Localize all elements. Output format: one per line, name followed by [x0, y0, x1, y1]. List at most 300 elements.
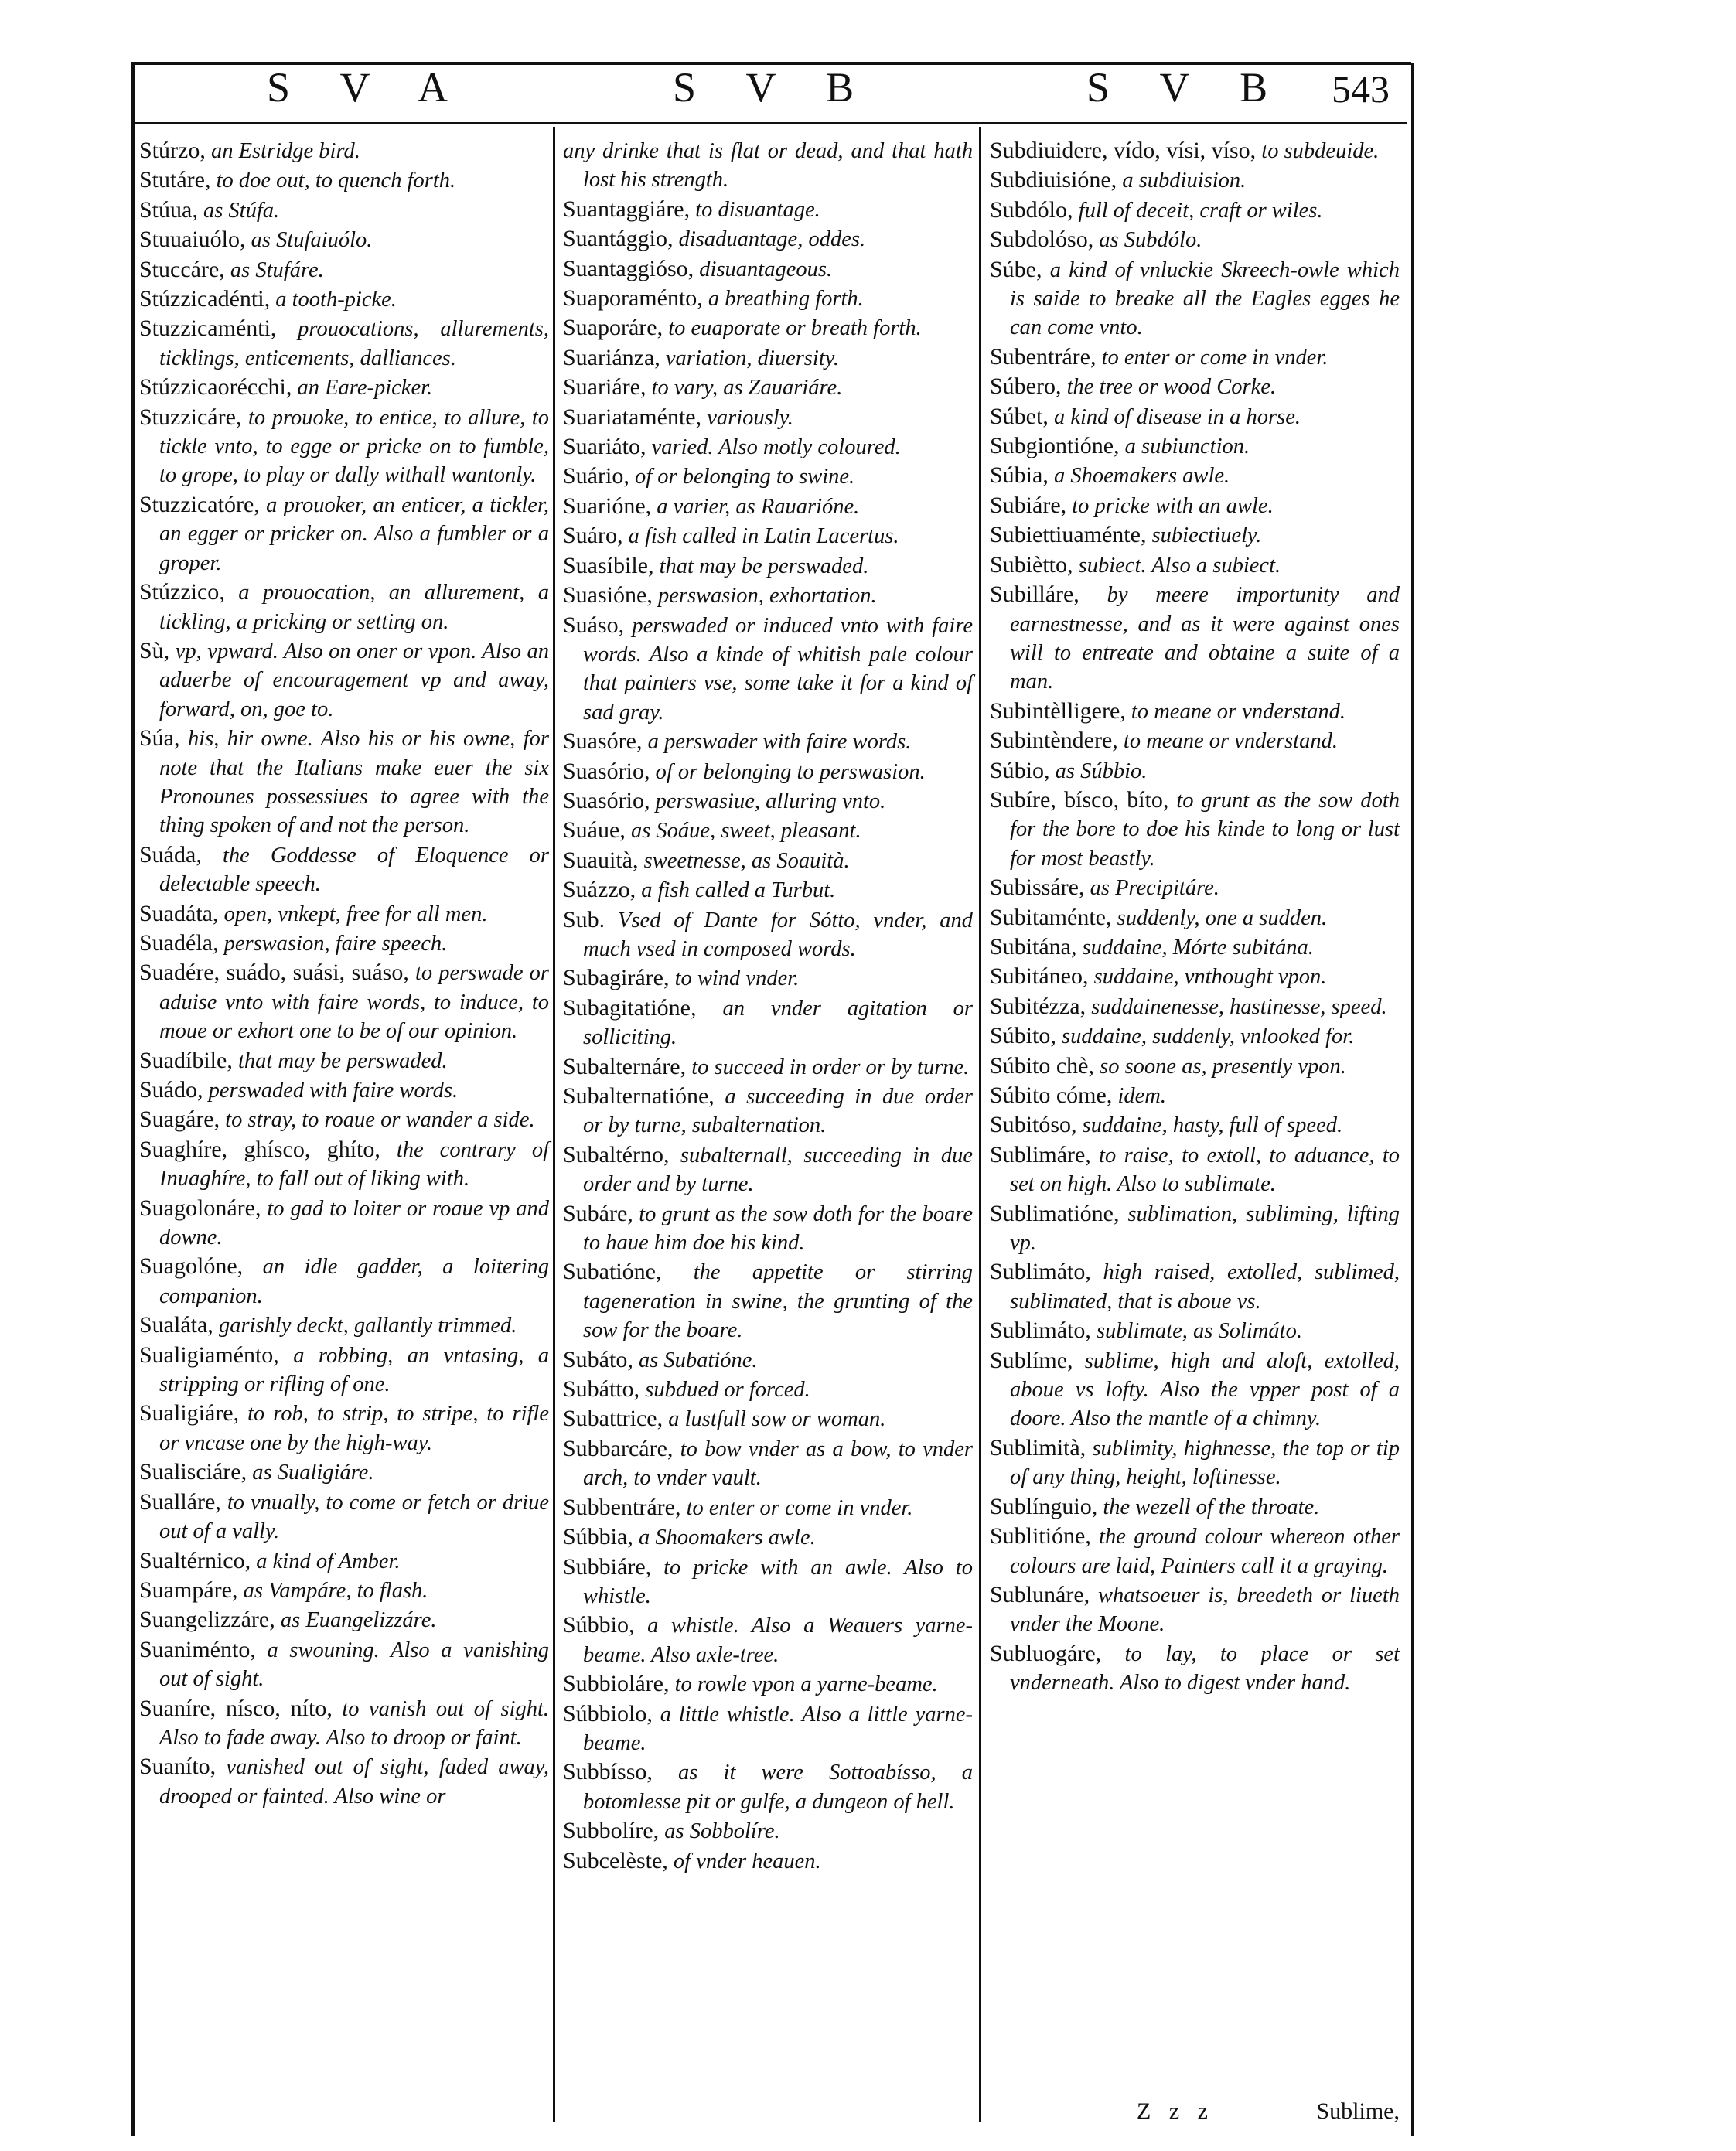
headword: Stúzzicaorécchi,: [139, 374, 292, 401]
dictionary-entry: [139, 136, 549, 165]
dictionary-entry: [563, 1493, 973, 1522]
definition: garishly deckt, gallantly trimmed.: [218, 1314, 517, 1338]
dictionary-entry: [990, 726, 1400, 755]
definition: a kind of Amber.: [256, 1549, 401, 1573]
definition: that may be perswaded.: [659, 554, 869, 578]
definition: to raise, to extoll, to aduance, to set on high. Also to sublimate.: [1010, 1143, 1400, 1197]
headword: Subdiuidere, vído, vísi, víso,: [990, 138, 1257, 163]
headword: Suauità,: [563, 847, 639, 873]
definition: as Stufáre.: [230, 257, 324, 282]
headword: Sublimáto,: [990, 1318, 1091, 1344]
dictionary-entry: [563, 1669, 973, 1699]
definition: the wezell of the throate.: [1103, 1495, 1320, 1519]
dictionary-entry: [990, 1081, 1400, 1110]
dictionary-entry: [563, 786, 973, 816]
headword: Suasióne,: [563, 582, 653, 608]
headword: Subáto,: [563, 1346, 633, 1372]
definition: to enter or come in vnder.: [1101, 345, 1328, 370]
headword: Subbioláre,: [563, 1671, 670, 1697]
definition: full of deceit, craft or wiles.: [1078, 198, 1323, 223]
headword: Subitézza,: [990, 993, 1086, 1019]
dictionary-entry: [563, 1846, 973, 1876]
definition: a robbing, an vntasing, a stripping or rifling of one.: [159, 1343, 550, 1397]
dictionary-entry: [990, 786, 1400, 873]
dictionary-entry: [990, 431, 1400, 461]
definition: as Vampáre, to flash.: [243, 1578, 428, 1603]
dictionary-entry: [563, 254, 973, 284]
dictionary-entry: [139, 403, 549, 490]
definition: to pricke with an awle. Also to whistle.: [583, 1555, 974, 1608]
headword: Sublunáre,: [990, 1581, 1090, 1607]
definition: disaduantage, oddes.: [678, 227, 866, 252]
definition: to stray, to roaue or wander a side.: [225, 1108, 535, 1133]
dictionary-entry: [990, 1316, 1400, 1345]
definition: as Stufaiuólo.: [251, 228, 373, 253]
dictionary-entry: [139, 840, 549, 899]
definition: to vnually, to come or fetch or driue out of a vally.: [159, 1490, 549, 1544]
definition: perswaded with faire words.: [208, 1079, 459, 1103]
catchword: Sublime,: [1316, 2098, 1400, 2124]
dictionary-entry: [990, 255, 1400, 343]
headword: Sublimità,: [990, 1434, 1086, 1461]
headword: Suagolonáre,: [139, 1195, 261, 1221]
definition: a lustfull sow or woman.: [668, 1407, 886, 1432]
headword: Sualáta,: [139, 1312, 213, 1338]
definition: as Sualigiáre.: [252, 1461, 374, 1485]
headword: Subaltérno,: [563, 1141, 670, 1168]
dictionary-entry: [990, 343, 1400, 372]
headword: Sualigiáre,: [139, 1400, 240, 1427]
definition: subalternall, succeeding in due order and by turne.: [583, 1143, 974, 1197]
headword: Suariáto,: [563, 434, 646, 460]
definition: so soone as, presently vpon.: [1100, 1054, 1346, 1079]
headword: Suáro,: [563, 523, 623, 549]
definition: a swouning. Also a vanishing out of sight.: [159, 1638, 550, 1692]
dictionary-entry: [139, 1046, 549, 1076]
definition: a fish called in Latin Lacertus.: [628, 524, 899, 549]
definition: whatsoeuer is, breedeth or liueth vnder the Moone.: [1010, 1583, 1400, 1637]
dictionary-entry: [139, 929, 549, 958]
dictionary-entry: [990, 196, 1400, 225]
dictionary-entry: [563, 313, 973, 343]
dictionary-entry: [139, 1252, 549, 1311]
definition: his, hir owne. Also his or his owne, for note that the Italians make euer the six Pronounes possessiues to agree with the thing spoken of and not the person.: [159, 727, 550, 838]
dictionary-entry: [563, 757, 973, 786]
headword: Subatióne,: [563, 1259, 662, 1285]
dictionary-entry: [563, 1611, 973, 1669]
headword: Súbbio,: [563, 1612, 635, 1638]
dictionary-entry: [990, 903, 1400, 932]
definition: to prouoke, to entice, to allure, to tickle vnto, to egge or pricke on to fumble, to grope, to play or dally withall wantonly.: [159, 405, 550, 488]
headword: Subátto,: [563, 1376, 640, 1403]
dictionary-entry: [990, 1257, 1400, 1316]
dictionary-entry: [990, 461, 1400, 490]
headword: Stuccáre,: [139, 256, 225, 282]
dictionary-entry: [990, 992, 1400, 1021]
headword: Súbbiolo,: [563, 1700, 653, 1727]
headword: Suariánza,: [563, 344, 660, 370]
column-right: [990, 136, 1400, 1698]
dictionary-entry: [563, 1199, 973, 1258]
headword: Subdolóso,: [990, 227, 1094, 253]
headword: Stúzzicadénti,: [139, 286, 271, 312]
definition: the Goddesse of Eloquence or delectable speech.: [159, 843, 550, 897]
definition: subiect. Also a subiect.: [1078, 553, 1281, 578]
headword: Súbet,: [990, 403, 1049, 429]
dictionary-entry: [139, 899, 549, 929]
definition: to perswade or aduise vnto with faire words, to induce, to moue or exhort one to be of our opinion.: [159, 961, 549, 1044]
definition: suddaine, suddenly, vnlooked for.: [1061, 1024, 1355, 1049]
headword: Subáre,: [563, 1200, 633, 1226]
definition: perswasion, faire speech.: [223, 931, 448, 956]
headword: Stuzzicaménti,: [139, 315, 277, 342]
dictionary-entry: [563, 432, 973, 462]
definition: high raised, extolled, sublimed, sublimated, that is aboue vs.: [1010, 1260, 1400, 1314]
headword: Stuuaiuólo,: [139, 227, 246, 253]
headword: Sublimáre,: [990, 1141, 1091, 1168]
headword: Subitáneo,: [990, 963, 1089, 990]
dictionary-entry: [990, 1346, 1400, 1433]
dictionary-entry: [139, 1576, 549, 1605]
definition: a subiunction.: [1124, 435, 1250, 459]
definition: open, vnkept, free for all men.: [223, 902, 488, 926]
headword: Subagiráre,: [563, 965, 670, 991]
definition: to gad to loiter or roaue vp and downe.: [159, 1196, 550, 1250]
definition: as it were Sottoabísso, a botomlesse pit or gulfe, a dungeon of hell.: [583, 1761, 973, 1814]
definition: a breathing forth.: [708, 287, 864, 312]
headword: Súbbia,: [563, 1524, 633, 1550]
headword: Suaporáre,: [563, 315, 663, 341]
headword: Sualláre,: [139, 1488, 221, 1515]
definition: as Soáue, sweet, pleasant.: [630, 819, 861, 844]
dictionary-entry: [990, 372, 1400, 401]
definition: an idle gadder, a loitering companion.: [159, 1255, 550, 1308]
dictionary-entry: [990, 580, 1400, 697]
definition: as Subdólo.: [1099, 228, 1202, 253]
headword: Subbentráre,: [563, 1494, 681, 1520]
definition: an Estridge bird.: [210, 139, 360, 163]
headword: Subbolíre,: [563, 1818, 660, 1844]
header-center: S V B: [673, 64, 875, 111]
dictionary-entry: [990, 520, 1400, 550]
dictionary-entry: [563, 136, 973, 195]
definition: a Shoomakers awle.: [638, 1525, 816, 1550]
dictionary-entry: [990, 873, 1400, 902]
headword: Subalternáre,: [563, 1053, 687, 1079]
column-rule-1: [553, 127, 555, 2122]
definition: as Súbbio.: [1055, 758, 1148, 783]
dictionary-entry: [990, 402, 1400, 431]
definition: suddaine, vnthought vpon.: [1093, 965, 1327, 990]
dictionary-entry: [139, 1135, 549, 1194]
definition: disuantageous.: [699, 257, 833, 281]
headword: Subgiontióne,: [990, 433, 1120, 459]
definition: to lay, to place or set vnderneath. Also to digest vnder hand.: [1010, 1641, 1400, 1696]
headword: Suagolóne,: [139, 1253, 244, 1280]
definition: that may be perswaded.: [237, 1048, 448, 1073]
definition: suddaine, Mórte subitána.: [1082, 935, 1314, 960]
dictionary-entry: [563, 224, 973, 254]
headword: Subluogáre,: [990, 1640, 1102, 1666]
dictionary-entry: [139, 1546, 549, 1576]
definition: to enter or come in vnder.: [686, 1495, 913, 1520]
headword: Stúzzico,: [139, 579, 225, 605]
definition: to euaporate or breath forth.: [668, 316, 922, 341]
headword: Suaníre, nísco, níto,: [139, 1695, 333, 1721]
definition: sublime, high and aloft, extolled, aboue vs lofty. Also the vpper post of a doore. Also the mantle of a chimny.: [1010, 1348, 1400, 1431]
dictionary-entry: [563, 1699, 973, 1758]
dictionary-entry: [563, 462, 973, 491]
dictionary-entry: [990, 1639, 1400, 1698]
headword: Sublimatióne,: [990, 1200, 1120, 1226]
headword: Stuzzicáre,: [139, 404, 242, 430]
definition: suddainenesse, hastinesse, speed.: [1091, 994, 1387, 1019]
dictionary-entry: [563, 846, 973, 875]
headword: Suantaggióso,: [563, 255, 694, 281]
definition: a prouocation, an allurement, a tickling, a pricking or setting on.: [159, 581, 549, 634]
dictionary-entry: [563, 1434, 973, 1493]
dictionary-entry: [563, 551, 973, 581]
definition: as Euangelizzáre.: [280, 1608, 437, 1633]
headword: Suadéla,: [139, 929, 219, 956]
definition: a fish called a Turbut.: [641, 878, 836, 903]
definition: suddaine, hasty, full of speed.: [1082, 1113, 1343, 1138]
dictionary-entry: [563, 195, 973, 224]
dictionary-entry: [990, 962, 1400, 991]
definition: to disuantage.: [695, 197, 820, 222]
column-rule-2: [979, 127, 981, 2122]
page-footer: [990, 2098, 1400, 2129]
dictionary-entry: [990, 1199, 1400, 1258]
headword: Subilláre,: [990, 581, 1079, 608]
dictionary-entry: [563, 1082, 973, 1140]
definition: of or belonging to swine.: [634, 465, 855, 489]
page-number: 543: [1332, 67, 1390, 111]
definition: an vnder agitation or solliciting.: [583, 996, 974, 1050]
headword: Sualtérnico,: [139, 1547, 251, 1573]
definition: to vanish out of sight. Also to fade away. Also to droop or faint.: [159, 1696, 549, 1750]
dictionary-entry: [563, 403, 973, 432]
dictionary-entry: [139, 285, 549, 314]
headword: Suasório,: [563, 758, 650, 784]
headword: Suáda,: [139, 841, 202, 868]
definition: a succeeding in due order or by turne, subalternation.: [583, 1085, 974, 1138]
dictionary-entry: [139, 373, 549, 402]
definition: a tooth-picke.: [275, 288, 397, 312]
headword: Súbito chè,: [990, 1052, 1094, 1079]
dictionary-entry: [563, 1757, 973, 1816]
headword: Suadáta,: [139, 900, 219, 926]
headword: Suaníto,: [139, 1754, 217, 1780]
definition: prouocations, allurements, ticklings, enticements, dalliances.: [159, 317, 549, 370]
definition: idem.: [1117, 1084, 1166, 1108]
definition: subiectiuely.: [1151, 523, 1262, 548]
definition: sweetnesse, as Soauità.: [643, 848, 850, 873]
dictionary-entry: [563, 521, 973, 551]
headword: Subiètto,: [990, 551, 1073, 578]
dictionary-entry: [990, 136, 1400, 165]
headword: Suasóre,: [563, 728, 643, 755]
headword: Sù,: [139, 637, 170, 663]
dictionary-entry: [563, 492, 973, 521]
definition: to bow vnder as a bow, to vnder arch, to vnder vault.: [583, 1437, 973, 1491]
dictionary-entry: [139, 314, 549, 373]
dictionary-entry: [563, 816, 973, 845]
dictionary-entry: [563, 611, 973, 728]
dictionary-entry: [563, 1140, 973, 1199]
dictionary-entry: [139, 196, 549, 225]
dictionary-entry: [563, 905, 973, 964]
headword: Suaporaménto,: [563, 285, 703, 312]
dictionary-entry: [139, 1635, 549, 1694]
definition: a little whistle. Also a little yarne-beame.: [583, 1702, 973, 1755]
definition: to succeed in order or by turne.: [691, 1055, 970, 1079]
dictionary-entry: [563, 1553, 973, 1611]
headword: Subintèlligere,: [990, 697, 1126, 724]
headword: Suaniménto,: [139, 1636, 256, 1662]
headword: Suasório,: [563, 787, 650, 813]
dictionary-entry: [563, 1816, 973, 1846]
headword: Subitána,: [990, 933, 1077, 960]
dictionary-entry: [990, 1052, 1400, 1081]
headword: Subdiuisióne,: [990, 167, 1117, 193]
headword: Sualigiaménto,: [139, 1341, 279, 1368]
definition: a kind of disease in a horse.: [1053, 404, 1301, 429]
dictionary-entry: [990, 1522, 1400, 1580]
headword: Suadére, suádo, suási, suáso,: [139, 960, 409, 986]
dictionary-entry: [563, 1375, 973, 1404]
headword: Sublimáto,: [990, 1259, 1091, 1285]
definition: of or belonging to perswasion.: [655, 759, 926, 784]
dictionary-entry: [139, 225, 549, 254]
headword: Subcelèste,: [563, 1847, 668, 1873]
headword: Suaghíre, ghísco, ghíto,: [139, 1136, 380, 1162]
headword: Subbarcáre,: [563, 1435, 674, 1461]
dictionary-entry: [990, 491, 1400, 520]
dictionary-entry: [139, 1457, 549, 1487]
headword: Suádo,: [139, 1077, 203, 1103]
headword: Sub.: [563, 906, 605, 932]
headword: Suarióne,: [563, 493, 652, 519]
headword: Subintèndere,: [990, 728, 1118, 754]
headword: Súbio,: [990, 757, 1050, 783]
definition: to vary, as Zauariáre.: [651, 376, 843, 401]
definition: sublimity, highnesse, the top or tip of any thing, height, loftinesse.: [1010, 1436, 1400, 1490]
headword: Súbito cóme,: [990, 1082, 1113, 1108]
headword: Súbito,: [990, 1023, 1056, 1049]
dictionary-entry: [139, 1194, 549, 1253]
column-left: [139, 136, 549, 1811]
definition: to grunt as the sow doth for the bore to doe his kinde to long or lust for most beastly.: [1010, 788, 1400, 871]
dictionary-entry: [139, 490, 549, 578]
dictionary-entry: [990, 756, 1400, 786]
headword: Súa,: [139, 725, 180, 752]
running-head: [135, 63, 1403, 118]
headword: Subagitatióne,: [563, 994, 697, 1021]
header-right: S V B: [1086, 64, 1288, 111]
headword: Suariataménte,: [563, 404, 702, 430]
column-middle: [563, 136, 973, 1876]
dictionary-entry: [563, 1052, 973, 1082]
dictionary-entry: [139, 636, 549, 724]
headword: Stúua,: [139, 196, 198, 223]
headword: Subalternatióne,: [563, 1083, 715, 1109]
dictionary-entry: [563, 875, 973, 905]
definition: the ground colour whereon other colours are laid, Painters call it a graying.: [1010, 1525, 1400, 1578]
dictionary-entry: [139, 724, 549, 840]
headword: Sualisciáre,: [139, 1459, 247, 1485]
headword: Súbero,: [990, 373, 1062, 400]
dictionary-entry: [563, 1404, 973, 1433]
definition: of vnder heauen.: [673, 1849, 821, 1873]
definition: a varier, as Rauarióne.: [657, 494, 860, 519]
definition: perswaded or induced vnto with faire words. Also a kinde of whitish pale colour that painters vse, some take it for a kind of sad gray.: [583, 613, 974, 724]
definition: Vsed of Dante for Sótto, vnder, and much vsed in composed words.: [583, 908, 973, 961]
definition: to grunt as the sow doth for the boare to haue him doe his kind.: [583, 1202, 974, 1256]
dictionary-entry: [990, 551, 1400, 580]
dictionary-entry: [563, 581, 973, 610]
headword: Suázzo,: [563, 877, 636, 903]
dictionary-entry: [139, 958, 549, 1045]
dictionary-entry: [139, 1694, 549, 1753]
definition: to subdeuide.: [1261, 139, 1380, 163]
dictionary-entry: [563, 1522, 973, 1552]
dictionary-entry: [990, 697, 1400, 726]
header-left: S V A: [267, 64, 469, 111]
headword: Suáue,: [563, 817, 626, 844]
definition: a prouoker, an enticer, a tickler, an egger or pricker on. Also a fumbler or a groper.: [159, 493, 550, 575]
headword: Sublínguio,: [990, 1493, 1098, 1519]
headword: Suáso,: [563, 612, 625, 638]
dictionary-entry: [563, 727, 973, 756]
definition: a perswader with faire words.: [647, 730, 912, 755]
definition: variation, diuersity.: [665, 346, 839, 370]
dictionary-entry: [990, 932, 1400, 962]
definition: perswasiue, alluring vnto.: [655, 789, 886, 813]
dictionary-entry: [990, 1580, 1400, 1639]
headword: Suantággio,: [563, 226, 674, 252]
headword: Subiettiuaménte,: [990, 522, 1147, 548]
definition: to wind vnder.: [674, 966, 800, 991]
headword: Subbísso,: [563, 1759, 653, 1785]
headword: Suário,: [563, 463, 629, 489]
headword: Suariáre,: [563, 374, 646, 401]
headword: Súbia,: [990, 462, 1049, 489]
dictionary-entry: [563, 284, 973, 313]
headword: Sublíme,: [990, 1347, 1073, 1373]
headword: Suangelizzáre,: [139, 1607, 275, 1633]
definition: to rowle vpon a yarne-beame.: [674, 1672, 938, 1697]
headword: Stutáre,: [139, 167, 211, 193]
headword: Suantaggiáre,: [563, 196, 691, 222]
definition: the tree or wood Corke.: [1066, 375, 1277, 400]
definition: an Eare-picker.: [297, 376, 433, 401]
dictionary-entry: [563, 343, 973, 373]
definition: sublimation, subliming, lifting vp.: [1010, 1202, 1400, 1256]
headword: Subentráre,: [990, 343, 1097, 370]
definition: subdued or forced.: [645, 1378, 810, 1403]
definition: to doe out, to quench forth.: [216, 169, 456, 193]
dictionary-entry: [139, 165, 549, 195]
dictionary-entry: [139, 1341, 549, 1399]
definition: as Precipitáre.: [1090, 876, 1219, 901]
definition: a kind of vnluckie Skreech-owle which is saide to breake all the Eagles egges he can come vnto.: [1010, 257, 1400, 340]
dictionary-entry: [990, 1110, 1400, 1140]
headword: Suagáre,: [139, 1106, 220, 1133]
headword: Súbe,: [990, 256, 1042, 282]
dictionary-entry: [139, 578, 549, 636]
definition: a whistle. Also a Weauers yarne-beame. Also axle-tree.: [583, 1614, 973, 1667]
